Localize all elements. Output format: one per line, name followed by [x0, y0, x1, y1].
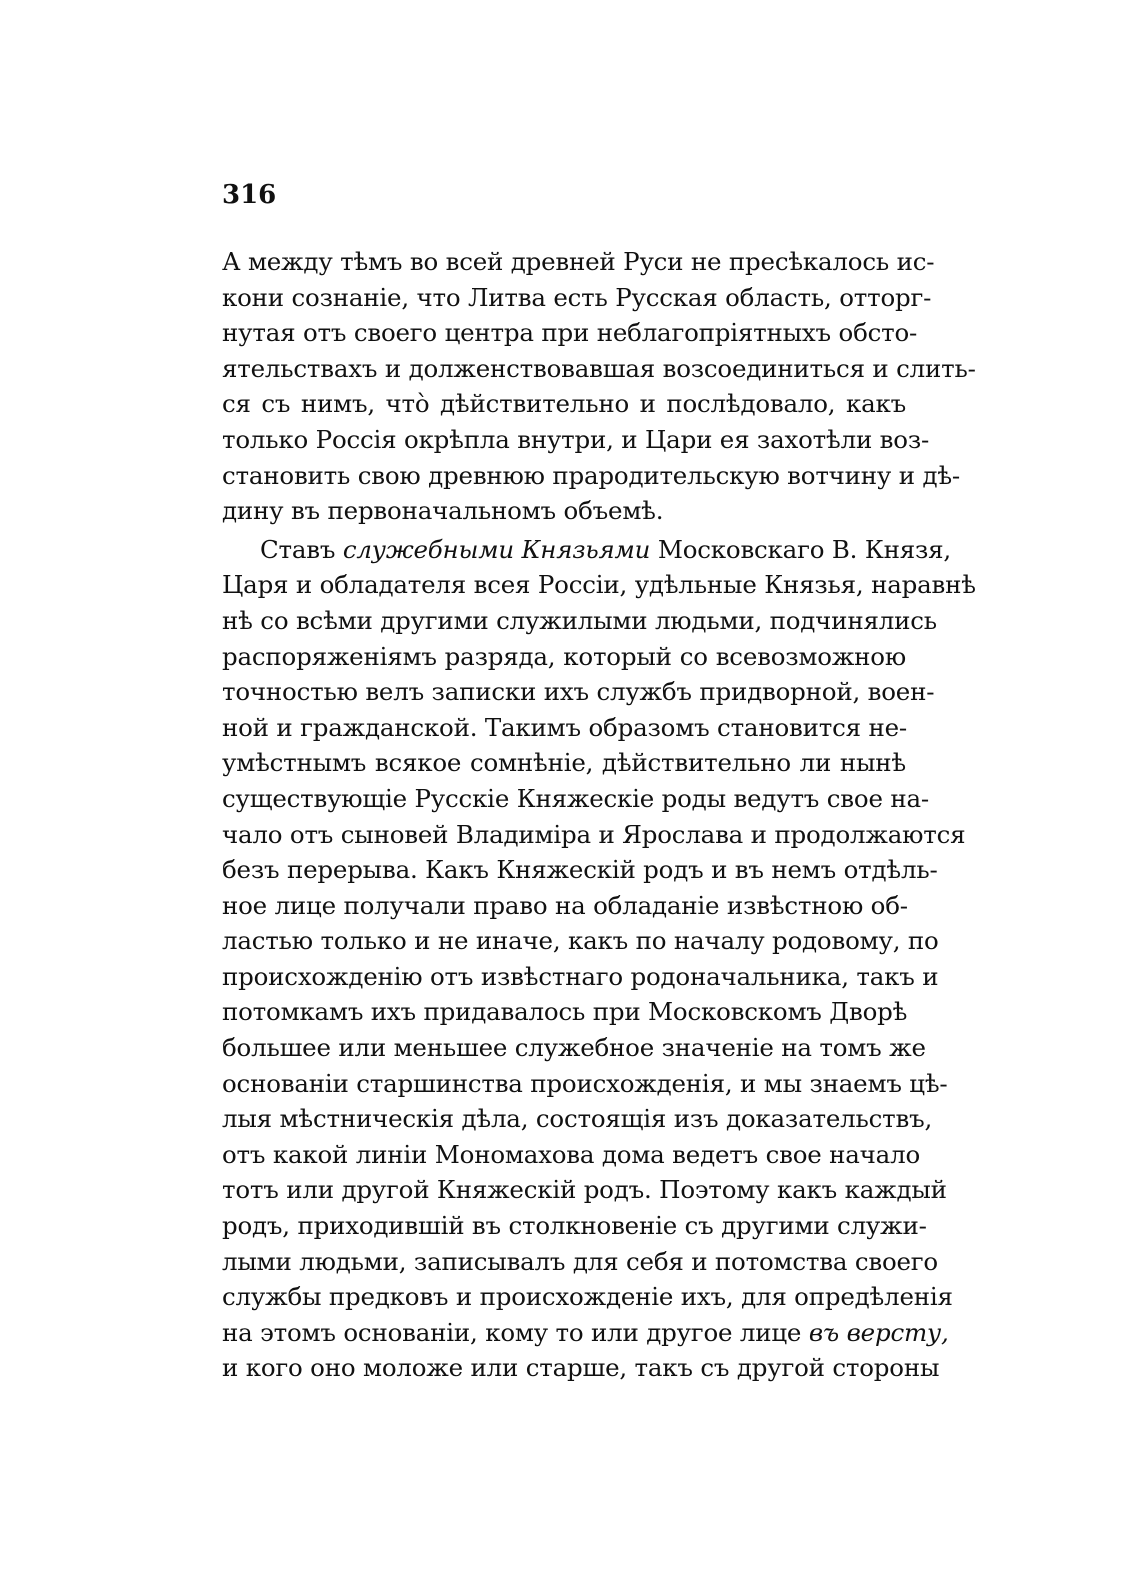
italic-term: служебными Князьями: [342, 534, 651, 564]
page-number: 316: [222, 180, 277, 210]
text-line: становить свою древнюю прародительскую вотчину и дѣ-: [222, 460, 960, 490]
text-line: лыя мѣстническія дѣла, состоящія изъ доказательствъ,: [222, 1104, 933, 1134]
text-line: тотъ или другой Княжескій родъ. Поэтому какъ каждый: [222, 1175, 947, 1205]
text-line: только Россія окрѣпла внутри, и Цари ея захотѣли воз-: [222, 424, 930, 454]
text-line: точностью велъ записки ихъ службъ придворной, воен-: [222, 677, 935, 707]
text-line: [222, 532, 951, 568]
text-line: безъ перерыва. Какъ Княжескій родъ и въ немъ отдѣль-: [222, 855, 938, 885]
text-line: Царя и обладателя всея Россіи, удѣльные Князья, наравнѣ: [222, 570, 976, 600]
text-line: умѣстнымъ всякое сомнѣніе, дѣйствительно ли нынѣ: [222, 748, 906, 778]
text-line: дину въ первоначальномъ объемѣ.: [222, 496, 664, 526]
text-line: А между тѣмъ во всей древней Руси не пресѣкалось ис-: [222, 247, 935, 276]
text-line: и кого оно моложе или старше, такъ съ другой стороны: [222, 1353, 940, 1383]
text-line: происхожденію отъ извѣстнаго родоначальника, такъ и: [222, 961, 939, 991]
text-line: нутая отъ своего центра при неблагопріятныхъ обсто-: [222, 318, 918, 348]
paragraph-1: [222, 244, 976, 529]
text-line: родъ, приходившій въ столкновеніе съ другими служи-: [222, 1211, 927, 1241]
text-line: основаніи старшинства происхожденія, и мы знаемъ цѣ-: [222, 1068, 948, 1098]
text-line: службы предковъ и происхожденіе ихъ, для опредѣленія: [222, 1282, 953, 1312]
text-line: распоряженіямъ разряда, который со всевозможною: [222, 641, 906, 671]
text-run: на этомъ основаніи, кому то или другое лице: [222, 1317, 809, 1347]
text-line: [222, 1315, 949, 1351]
text-line: большее или меньшее служебное значеніе на томъ же: [222, 1033, 926, 1063]
paragraph-2: [222, 532, 976, 1386]
text-line: ное лице получали право на обладаніе извѣстною об-: [222, 890, 908, 920]
text-line: ной и гражданской. Такимъ образомъ становится не-: [222, 712, 907, 742]
text-line: лыми людьми, записывалъ для себя и потомства своего: [222, 1246, 938, 1276]
text-line: отъ какой линіи Мономахова дома ведетъ свое начало: [222, 1139, 920, 1169]
text-line: ятельствахъ и долженствовавшая возсоединиться и слить-: [222, 353, 976, 383]
text-run: Ставъ: [260, 534, 343, 564]
body-text: [222, 244, 976, 1386]
italic-term: въ версту,: [808, 1317, 949, 1347]
text-line: ся съ нимъ, что̀ дѣйствительно и послѣдовало, какъ: [222, 389, 906, 419]
text-line: потомкамъ ихъ придавалось при Московскомъ Дворѣ: [222, 997, 908, 1027]
text-line: ластью только и не иначе, какъ по началу родовому, по: [222, 926, 939, 956]
text-run: Московскаго В. Князя,: [650, 534, 951, 564]
text-line: кони сознаніе, что Литва есть Русская область, отторг-: [222, 282, 932, 312]
text-line: чало отъ сыновей Владиміра и Ярослава и продолжаются: [222, 819, 966, 849]
text-line: нѣ со всѣми другими служилыми людьми, подчинялись: [222, 605, 937, 635]
text-line: существующіе Русскіе Княжескіе роды ведутъ свое на-: [222, 783, 929, 813]
